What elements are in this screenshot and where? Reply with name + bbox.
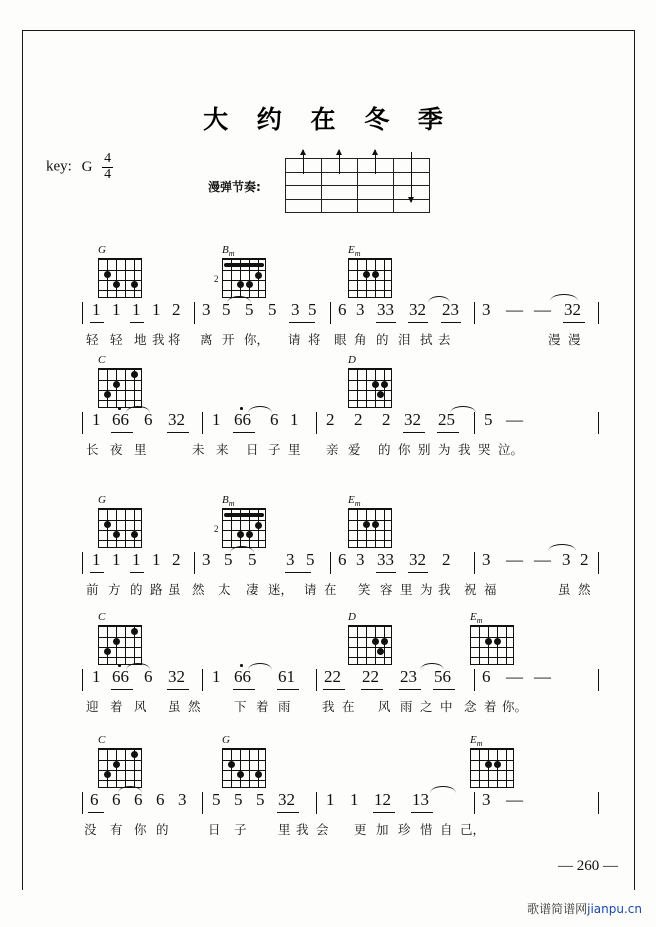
page-border-top xyxy=(22,30,634,31)
key-value: G xyxy=(81,158,93,175)
strum-arrow-up-3 xyxy=(375,150,376,174)
chord-name: $E_m$ xyxy=(470,611,483,626)
notation-line-5: 6 6 6 6 3 5 5 5 32 1 1 12 13 3 — xyxy=(82,790,602,816)
chord-diagram-C-5 xyxy=(98,734,144,788)
chord-name: G xyxy=(98,244,106,256)
chord-name: $B_m$ xyxy=(222,244,235,259)
chord-diagram-C-2 xyxy=(98,354,144,408)
page-border-right xyxy=(634,30,635,890)
watermark-text: 歌谱简谱网 xyxy=(527,902,588,916)
page-number: — 260 — xyxy=(558,858,618,874)
page-title: 大 约 在 冬 季 xyxy=(203,105,453,134)
strum-arrow-up-1 xyxy=(303,150,304,174)
chord-diagram-Bm-3: $B_m$ 2 xyxy=(222,508,268,548)
chord-diagram-G-5 xyxy=(222,734,268,788)
chord-name: $E_m$ xyxy=(348,494,361,509)
time-signature xyxy=(102,152,113,182)
chord-name: G xyxy=(222,734,230,746)
chord-name: G xyxy=(98,494,106,506)
chord-diagram-Em-3 xyxy=(348,494,394,548)
chord-diagram-D-2 xyxy=(348,354,394,408)
strum-pattern-grid xyxy=(285,158,430,213)
strum-arrow-up-2 xyxy=(339,150,340,174)
watermark-domain: jianpu.cn xyxy=(587,902,642,916)
chord-name: C xyxy=(98,354,106,366)
page-border-left xyxy=(22,30,23,890)
notation-line-3: 1 1 1 1 2 3 5 5 3 5 6 3 33 32 2 3 — — 3 2 xyxy=(82,550,602,576)
chord-name: $E_m$ xyxy=(348,244,361,259)
rhythm-label: 漫弹节奏: xyxy=(208,180,261,194)
chord-diagram-Bm-1: $B_m$ 2 xyxy=(222,258,268,298)
time-denominator: 4 xyxy=(104,166,112,182)
chord-name: $E_m$ xyxy=(470,734,483,749)
chord-name: D xyxy=(348,354,356,366)
chord-name: C xyxy=(98,611,106,623)
chord-name: C xyxy=(98,734,106,746)
notation-line-1: 1 1 1 1 2 3 5 5 5 3 5 6 3 33 32 23 3 — — 32 xyxy=(82,300,602,326)
notation-line-4: 1 66 6 32 1 66 61 22 22 23 56 6 — — xyxy=(82,667,602,693)
watermark xyxy=(527,900,642,917)
key-signature xyxy=(46,152,113,182)
chord-diagram-D-4 xyxy=(348,611,394,665)
key-label: key: xyxy=(46,158,72,175)
chord-diagram-Em-5 xyxy=(470,734,516,788)
strum-arrow-down-1 xyxy=(411,152,412,202)
chord-diagram-Em-4 xyxy=(470,611,516,665)
chord-name: $B_m$ xyxy=(222,494,235,509)
chord-diagram-Em-1 xyxy=(348,244,394,298)
sheet-music-page: 大 约 在 冬 季 key: G $\frac{4}{4}$ 漫弹节奏: G $B_m$ 2 $E_m$ 1 1 1 1 2 3 5 5 5 3 5 6 3 33 32 23 3 — — 32 轻 轻 地 我 将 离 开 你， 请 将 眼 角 的 泪 拭 去 漫 漫 C D 1 66 6 32 1 66 6 1 2 2 2 32 25 5 — 长 夜 里 未 来 日 子 里 亲 爱 的 你 别 为 我 哭 泣。 G $B_m$ 2 $E_m$ 1 1 1 1 2 3 5 5 3 5 6 3 33 32 2 3 — — 3 2 前 方 的 路 虽 然 太 凄 迷， 请 在 笑 容 里 为 我 祝 福 虽 然 C D $E_m$ 1 66 6 32 1 66 61 22 22 23 56 6 — — 迎 着 风 虽 然 下 着 雨 我 在 风 雨 之 中 念 着 你。 C G $E_m$ 6 6 6 6 3 5 5 5 32 1 1 12 13 3 — 没 有 你 的 日 子 里 我 会 更 加 珍 惜 自 己， — 260 — 歌谱简谱网jianpu.cn xyxy=(0,0,656,927)
notation-line-2: 1 66 6 32 1 66 6 1 2 2 2 32 25 5 — xyxy=(82,410,602,436)
chord-diagram-C-4 xyxy=(98,611,144,665)
time-numerator: 4 xyxy=(104,151,112,166)
chord-diagram-G-3 xyxy=(98,494,144,548)
chord-name: D xyxy=(348,611,356,623)
chord-diagram-G-1 xyxy=(98,244,144,298)
